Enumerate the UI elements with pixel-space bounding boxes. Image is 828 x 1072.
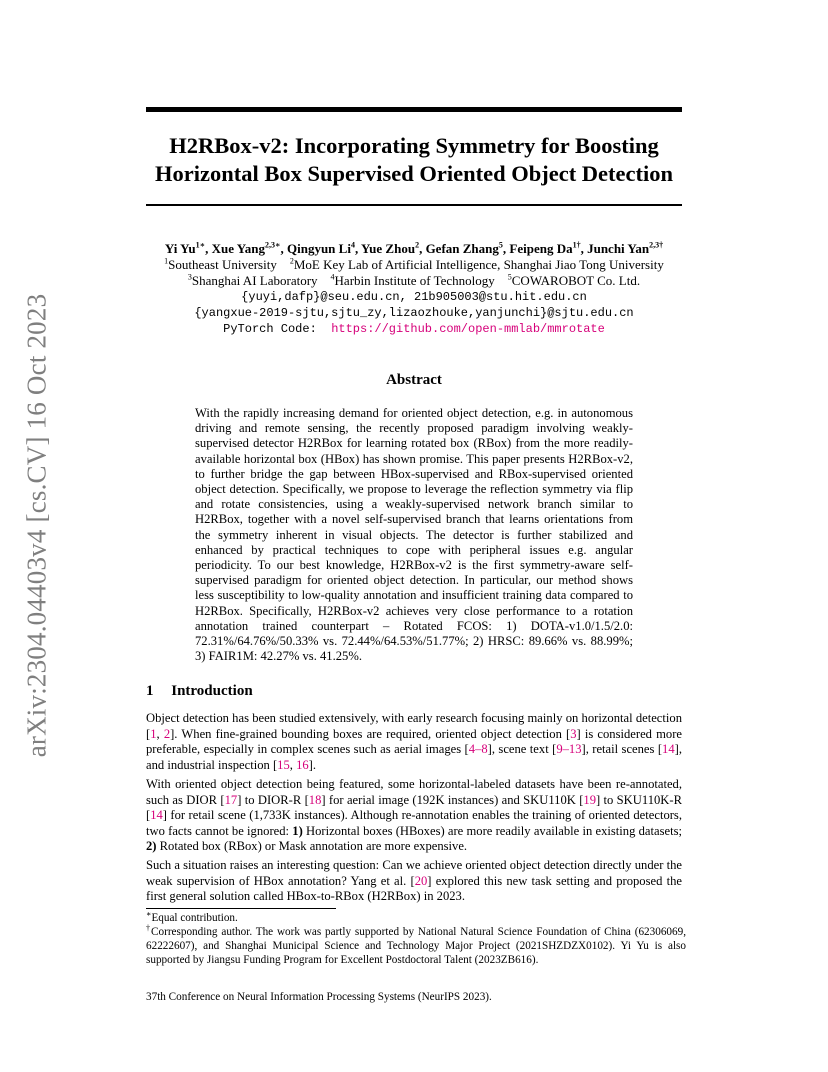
arxiv-id-text: arXiv:2304.04403v4 [cs.CV] 16 Oct 2023: [21, 293, 52, 757]
affiliation-name: COWAROBOT Co. Ltd.: [511, 273, 641, 288]
paragraph-3: Such a situation raises an interesting question: Can we achieve oriented object detection directly under the weak supervision of HBox annotation? Yang et al. [20] explored this new task setting and proposed the first general solution called HBox-to-RBox (H2RBox) in 2023.: [146, 858, 682, 903]
affiliation-mark: 5: [507, 272, 512, 282]
author-affiliation-mark: 2,3∗: [264, 240, 281, 250]
author-name: Feipeng Da: [509, 241, 573, 256]
code-label: PyTorch Code:: [223, 322, 317, 336]
author-name: Xue Yang: [211, 241, 265, 256]
paragraph-2: With oriented object detection being featured, some horizontal-labeled datasets have been re-annotated, such as DIOR [17] to DIOR-R [18] for aerial image (192K instances) and SKU110K [19] to SKU110K-R [14] for retail scene (1,733K instances). Although re-annotation enables the training of oriented detectors, two facts cannot be ignored: 1) Horizontal boxes (HBoxes) are more readily available in existing datasets; 2) Rotated box (RBox) or Mask annotation are more expensive.: [146, 777, 682, 853]
code-line: [120, 321, 708, 337]
title-line-2: Horizontal Box Supervised Oriented Object Detection: [154, 161, 674, 186]
citation-link[interactable]: 18: [308, 792, 322, 807]
author-affiliation-mark: 2: [415, 240, 420, 250]
footnote-1: ∗Equal contribution.: [146, 909, 238, 924]
emails-line-2: {yangxue-2019-sjtu,sjtu_zy,lizaozhouke,yanjunchi}@sjtu.edu.cn: [194, 306, 634, 320]
code-link[interactable]: https://github.com/open-mmlab/mmrotate: [331, 322, 605, 336]
author-affiliation-mark: 1∗: [195, 240, 206, 250]
section-title: Introduction: [171, 683, 253, 699]
author-affiliation-mark: 2,3†: [649, 240, 664, 250]
emails-line-1: {yuyi,dafp}@seu.edu.cn, 21b905003@stu.hit.edu.cn: [241, 290, 587, 304]
affiliations-line-1: [120, 257, 708, 273]
author-affiliation-mark: 5: [498, 240, 503, 250]
author-affiliation-mark: 1†: [572, 240, 581, 250]
arxiv-identifier: [22, 290, 52, 760]
author-block: [120, 241, 708, 337]
author-name: Yi Yu: [164, 241, 196, 256]
paper-title: [120, 132, 708, 188]
affiliation-mark: 2: [289, 256, 294, 266]
paragraph-1: Object detection has been studied extensively, with early research focusing mainly on horizontal detection [1, 2]. When fine-grained bounding boxes are required, oriented object detection [3] is considered more preferable, especially in complex scenes such as aerial images [4–8], scene text [9–13], retail scenes [14], and industrial inspection [15, 16].: [146, 711, 683, 772]
citation-link[interactable]: 2: [163, 726, 171, 741]
citation-link[interactable]: 14: [150, 808, 163, 822]
affiliation-name: Harbin Institute of Technology: [334, 273, 495, 288]
citation-link[interactable]: 3: [570, 726, 577, 741]
author-name: Junchi Yan: [587, 241, 650, 256]
citation-link[interactable]: 1: [150, 726, 157, 741]
author-name: Gefan Zhang: [425, 241, 499, 256]
conference-line: 37th Conference on Neural Information Processing Systems (NeurIPS 2023).: [146, 991, 492, 1003]
bold-marker: 1): [292, 823, 303, 838]
citation-link[interactable]: 17: [224, 792, 238, 807]
affiliation-name: MoE Key Lab of Artificial Intelligence, Shanghai Jiao Tong University: [293, 257, 664, 272]
citation-link[interactable]: 4–8: [468, 742, 488, 756]
footnote-2: †Corresponding author. The work was partly supported by National Natural Science Foundation of China (62306069, 62222607), and Shanghai Municipal Science and Technology Major Project (2021SHZDZX0102). Yi Yu is also supported by Jiangsu Funding Program for Excellent Postdoctoral Talent (2023ZB616).: [146, 923, 686, 966]
author-list: Yi $Yu^{1∗}$, Xue Yang$^{2,3∗}$, Qingyun Li$^4$, Yue Zhou$^2$, Gefan Zhang$^5$, Feipeng $Da^{1\dagger}$, Junchi Yan$^{2,3\dagger}$: [164, 240, 664, 256]
author-name: Qingyun Li: [287, 241, 351, 256]
abstract-text: With the rapidly increasing demand for oriented object detection, e.g. in autonomous driving and remote sensing, the recently proposed paradigm involving weakly-supervised detector H2RBox for learning rotated box (RBox) from the more readily-available horizontal box (HBox) has shown promise. This paper presents H2RBox-v2, to further bridge the gap between HBox-supervised and RBox-supervised oriented object detection. Specifically, we propose to leverage the reflection symmetry via flip and rotate consistencies, using a weakly-supervised network branch similar to H2RBox, together with a novel self-supervised branch that learns orientations from the symmetry inherent in visual objects. The detector is further stabilized and enhanced by practical techniques to cope with peripheral issues e.g. angular periodicity. To our best knowledge, H2RBox-v2 is the first symmetry-aware self-supervised paradigm for oriented object detection. In particular, our method shows less susceptibility to low-quality annotation and insufficient training data compared to H2RBox. Specifically, H2RBox-v2 achieves very close performance to a rotation annotation trained counterpart – Rotated FCOS: 1) DOTA-v1.0/1.5/2.0: 72.31%/64.76%/50.33% vs. 72.44%/64.53%/51.77%; 2) HRSC: 89.66% vs. 88.99%; 3) FAIR1M: 42.27% vs. 41.25%.: [195, 406, 633, 664]
citation-link[interactable]: 16: [296, 757, 309, 772]
citation-link[interactable]: 14: [662, 742, 675, 756]
affiliation-mark: 1: [164, 256, 169, 266]
citation-link[interactable]: 19: [583, 792, 596, 807]
affiliation-mark: 4: [330, 272, 335, 282]
abstract-heading: Abstract: [386, 372, 442, 388]
citation-link[interactable]: 20: [414, 873, 428, 888]
affiliation-mark: 3: [187, 272, 192, 282]
citation-link[interactable]: 15: [277, 757, 290, 772]
citation-link[interactable]: 9–13: [556, 742, 582, 756]
bold-marker: 2): [146, 839, 157, 853]
footnotes: [146, 911, 686, 967]
section-heading: [146, 683, 253, 700]
footnote-rule: [146, 908, 336, 909]
section-number: 1: [146, 683, 154, 699]
title-bottom-rule: [146, 204, 682, 206]
title-line-1: H2RBox-v2: Incorporating Symmetry for Boosting: [169, 133, 659, 158]
title-top-rule: [146, 107, 682, 112]
affiliations-line-2: [120, 273, 708, 289]
author-name: Yue Zhou: [360, 241, 416, 256]
affiliation-name: Southeast University: [168, 257, 277, 272]
affiliation-name: Shanghai AI Laboratory: [191, 273, 318, 288]
author-affiliation-mark: 4: [350, 240, 355, 250]
